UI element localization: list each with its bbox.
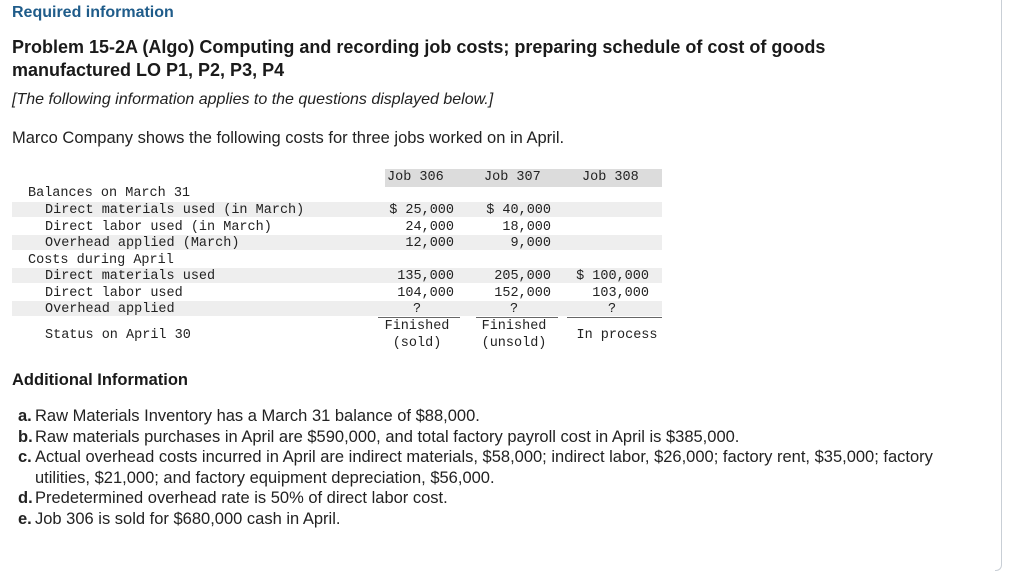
cell-value: $ 100,000 bbox=[576, 269, 649, 284]
row-label: Direct labor used bbox=[45, 286, 183, 301]
row-label: Direct labor used (in March) bbox=[45, 220, 272, 235]
row-label: Direct materials used bbox=[45, 269, 216, 284]
frame-border bbox=[1001, 0, 1002, 560]
cell-value: 18,000 bbox=[502, 220, 551, 235]
status-value: In process bbox=[576, 328, 658, 343]
cell-value: $ 25,000 bbox=[389, 203, 454, 218]
list-marker: e. bbox=[18, 509, 32, 528]
status-value: (unsold) bbox=[481, 336, 547, 351]
list-item bbox=[18, 427, 958, 448]
list-marker: d. bbox=[18, 489, 33, 507]
frame-corner bbox=[995, 556, 1002, 571]
col-header-job306: Job 306 bbox=[387, 170, 444, 185]
list-item bbox=[18, 509, 958, 530]
cell-value: ? bbox=[509, 302, 519, 317]
row-label: Status on April 30 bbox=[45, 328, 191, 343]
additional-info-heading: Additional Information bbox=[12, 371, 188, 389]
problem-title: Problem 15-2A (Algo) Computing and recording job costs; preparing schedule of cost of goods manufactured LO P1, P2, P3, P4 bbox=[12, 37, 826, 80]
list-marker: c. bbox=[18, 448, 32, 466]
required-info-heading: Required information bbox=[12, 4, 174, 21]
cell-value: 103,000 bbox=[592, 286, 649, 301]
cell-value: 24,000 bbox=[405, 220, 454, 235]
cell-value: 152,000 bbox=[494, 286, 551, 301]
row-label: Overhead applied bbox=[45, 302, 175, 317]
intro-text: Marco Company shows the following costs for three jobs worked on in April. bbox=[12, 129, 565, 147]
underline-rule bbox=[378, 317, 460, 318]
cell-value: ? bbox=[607, 302, 617, 317]
additional-info-list bbox=[18, 406, 958, 529]
col-header-job308: Job 308 bbox=[582, 170, 639, 185]
cell-value: 12,000 bbox=[405, 236, 454, 251]
status-value: (sold) bbox=[392, 336, 442, 351]
col-header-job307: Job 307 bbox=[484, 170, 541, 185]
list-text: Predetermined overhead rate is 50% of direct labor cost. bbox=[35, 489, 448, 507]
cell-value: ? bbox=[412, 302, 422, 317]
cell-value: 104,000 bbox=[397, 286, 454, 301]
applies-note: [The following information applies to the questions displayed below.] bbox=[12, 91, 494, 108]
row-label: Overhead applied (March) bbox=[45, 236, 240, 251]
list-text: Raw materials purchases in April are $590,000, and total factory payroll cost in April is $385,000. bbox=[35, 427, 740, 446]
list-marker: a. bbox=[18, 407, 32, 425]
list-item bbox=[18, 406, 958, 427]
cell-value: 135,000 bbox=[397, 269, 454, 284]
list-item bbox=[18, 447, 958, 488]
row-label: Direct materials used (in March) bbox=[45, 203, 305, 218]
section-label: Balances on March 31 bbox=[28, 186, 191, 201]
underline-rule bbox=[476, 317, 558, 318]
status-value: Finished bbox=[481, 319, 547, 334]
list-text: Raw Materials Inventory has a March 31 balance of $88,000. bbox=[35, 407, 480, 425]
job-costs-table bbox=[12, 169, 662, 359]
underline-rule bbox=[567, 317, 662, 318]
list-text: Actual overhead costs incurred in April are indirect materials, $58,000; indirect labor, $26,000; factory rent, $35,000; factory utilities, $21,000; and factory equipment depreciation, $56,000. bbox=[35, 448, 933, 487]
status-value: Finished bbox=[384, 319, 450, 334]
list-marker: b. bbox=[18, 427, 33, 446]
cell-value: 205,000 bbox=[494, 269, 551, 284]
section-label: Costs during April bbox=[28, 253, 174, 268]
cell-value: $ 40,000 bbox=[486, 203, 551, 218]
cell-value: 9,000 bbox=[510, 236, 551, 251]
list-text: Job 306 is sold for $680,000 cash in April. bbox=[35, 509, 341, 528]
list-item bbox=[18, 488, 958, 509]
